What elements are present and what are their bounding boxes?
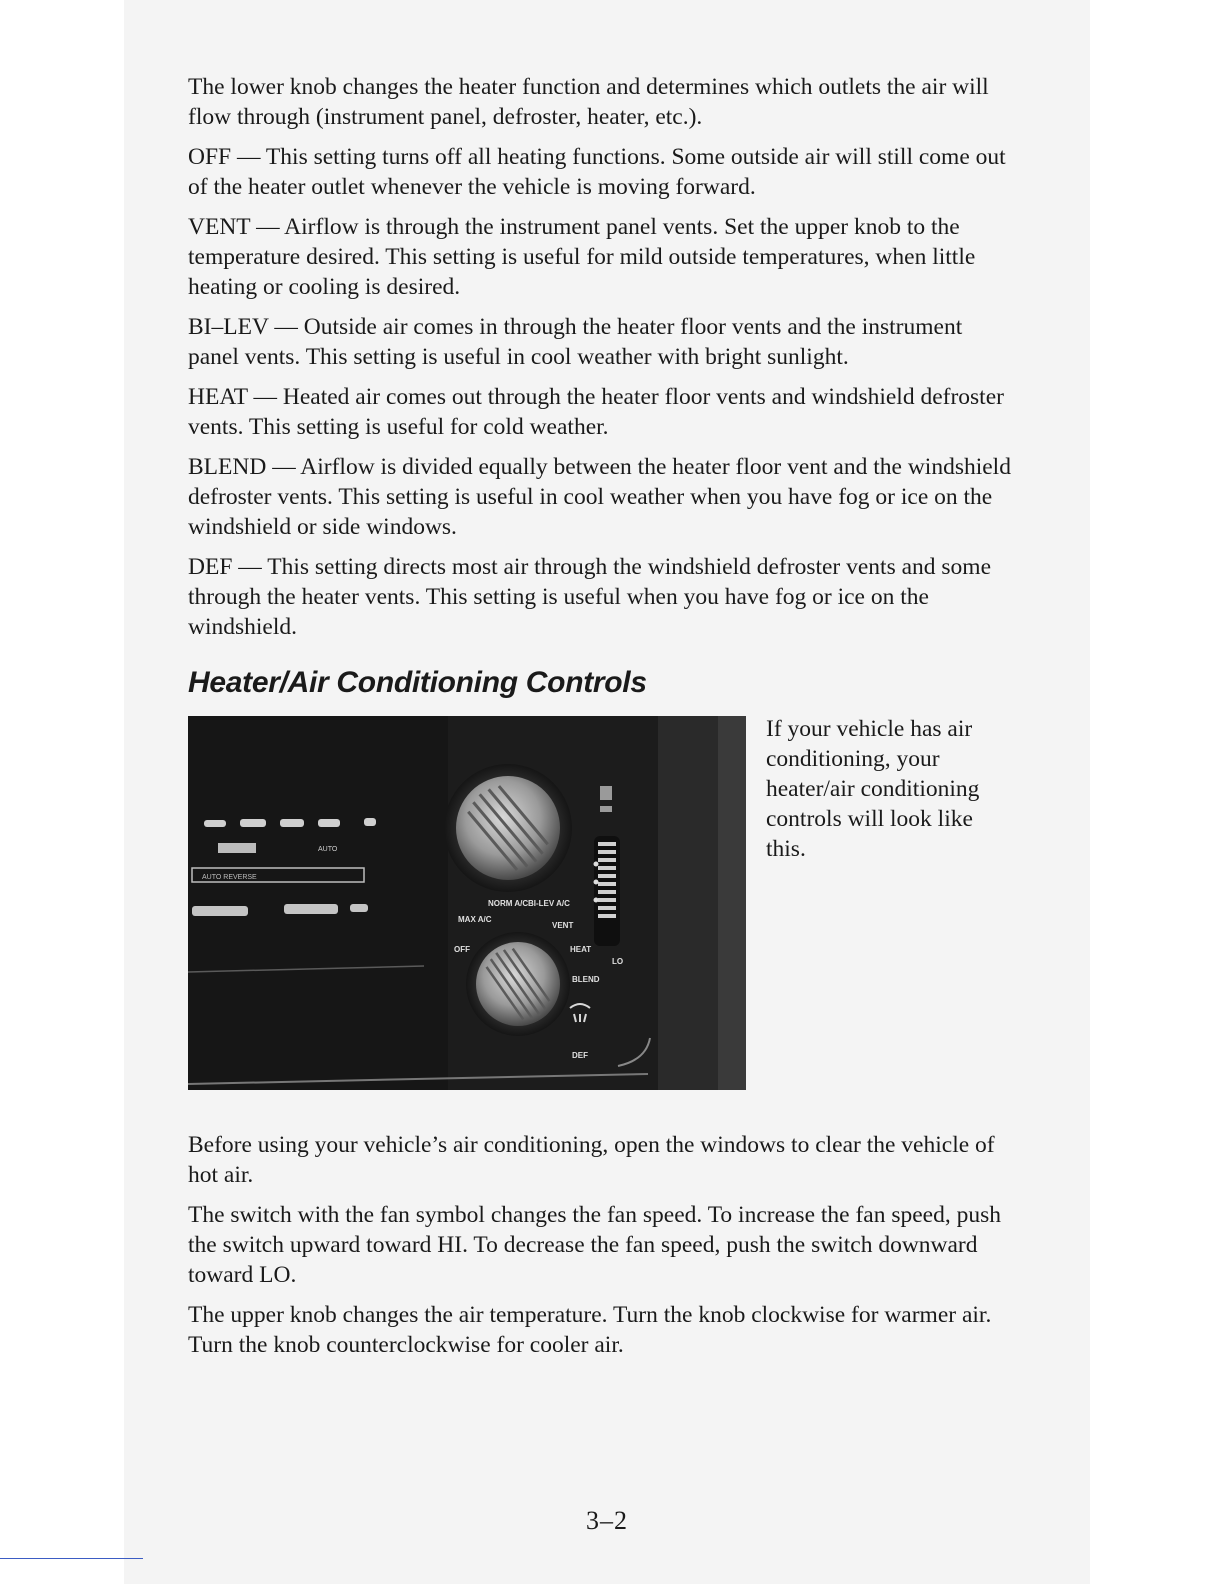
label-lo: LO xyxy=(612,957,624,966)
label-max-ac: MAX A/C xyxy=(458,915,492,924)
section-title: Heater/Air Conditioning Controls xyxy=(188,666,647,699)
control-panel-illustration xyxy=(188,716,746,1090)
paragraph-lower-knob: The lower knob changes the heater function and determines which outlets the air will flow through (instrument panel, defroster, heater, etc.). xyxy=(188,74,989,130)
control-panel-photo xyxy=(188,716,746,1090)
radio-mode-button xyxy=(218,843,256,853)
label-vent: VENT xyxy=(552,921,574,930)
paragraph-def: DEF — This setting directs most air through the windshield defroster vents and some through the heater vents. This setting is useful when you have fog or ice on the windshield. xyxy=(188,554,992,640)
figure-row xyxy=(188,716,1018,1090)
radio-auto-label: AUTO xyxy=(318,846,338,853)
manual-page xyxy=(124,0,1090,1584)
paragraph-before-using: Before using your vehicle’s air conditioning, open the windows to clear the vehicle of hot air. xyxy=(188,1132,995,1188)
label-def: DEF xyxy=(572,1051,588,1060)
page-number: 3–2 xyxy=(586,1506,628,1535)
side-note: If your vehicle has air conditioning, your heater/air conditioning controls will look like this. xyxy=(766,716,980,862)
paragraph-blend: BLEND — Airflow is divided equally between the heater floor vent and the windshield defroster vents. This setting is useful in cool weather when you have fog or ice on the windshield or side windows. xyxy=(188,454,1011,540)
paragraph-vent: VENT — Airflow is through the instrument panel vents. Set the upper knob to the temperature desired. This setting is useful for mild outside temperatures, when little heating or cooling is desired. xyxy=(188,214,976,300)
paragraph-fan-switch: The switch with the fan symbol changes the fan speed. To increase the fan speed, push the switch upward toward HI. To decrease the fan speed, push the switch downward toward LO. xyxy=(188,1202,1001,1288)
paragraph-off: OFF — This setting turns off all heating functions. Some outside air will still come out of the heater outlet whenever the vehicle is moving forward. xyxy=(188,144,1006,200)
page-content xyxy=(188,72,1018,1370)
radio-reverse-label: AUTO REVERSE xyxy=(202,874,257,881)
temperature-knob xyxy=(444,764,572,892)
paragraph-upper-knob: The upper knob changes the air temperature. Turn the knob clockwise for warmer air. Turn the knob counterclockwise for cooler air. xyxy=(188,1302,992,1358)
mode-knob xyxy=(466,932,570,1036)
label-off: OFF xyxy=(454,945,470,954)
paragraph-heat: HEAT — Heated air comes out through the heater floor vents and windshield defroster vents. This setting is useful for cold weather. xyxy=(188,384,1004,440)
paragraph-bilev: BI–LEV — Outside air comes in through the heater floor vents and the instrument panel vents. This setting is useful in cool weather with bright sunlight. xyxy=(188,314,963,370)
label-norm-ac: NORM A/C xyxy=(488,899,529,908)
footer-rule xyxy=(0,1558,143,1559)
label-blend: BLEND xyxy=(572,975,600,984)
label-heat: HEAT xyxy=(570,945,592,954)
label-bilev-ac: BI-LEV A/C xyxy=(528,899,570,908)
